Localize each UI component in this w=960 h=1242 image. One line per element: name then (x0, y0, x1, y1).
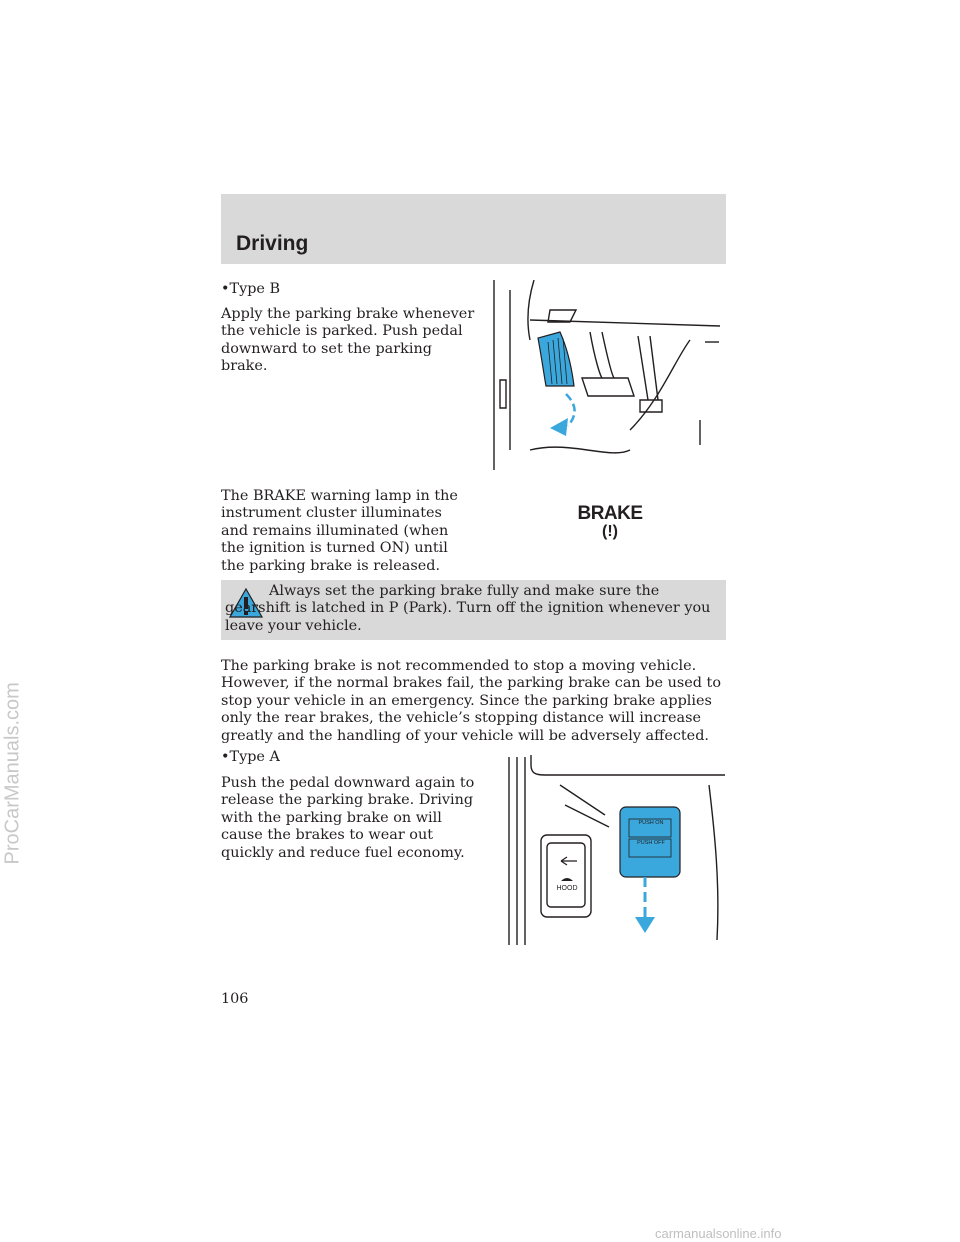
footer-watermark: carmanualsonline.info (655, 1226, 782, 1241)
warning-box (221, 580, 726, 640)
moving-vehicle-paragraph: The parking brake is not recommended to stop a moving vehicle. However, if the normal brakes fail, the parking brake can be used to stop your vehicle in an emergency. Since the parking brake applies only the rear brakes, the vehicle’s stopping distance will increase greatly and the handling of your vehicle will be adversely affected. (221, 658, 721, 744)
type-a-bullet: •Type A (221, 749, 280, 765)
brake-lamp-paragraph: The BRAKE warning lamp in the instrument cluster illuminates and remains illuminated (when the ignition is turned ON) until the parking brake is released. (221, 488, 458, 574)
section-title: Driving (236, 232, 309, 255)
brake-lamp-symbol: (!) (602, 523, 618, 540)
type-b-pedal-illustration (490, 280, 726, 470)
side-watermark: ProCarManuals.com (1, 682, 24, 865)
push-on-label: PUSH ON (638, 820, 664, 826)
warning-text: Always set the parking brake fully and make sure the gearshift is latched in P (Park). Turn off the ignition whenever you leave your vehicle. (225, 583, 711, 634)
section-header (221, 194, 726, 264)
hood-release-label: HOOD (556, 885, 578, 892)
brake-lamp-label: BRAKE (577, 503, 643, 524)
brake-warning-lamp (560, 503, 660, 541)
type-b-bullet: •Type B (221, 281, 281, 297)
page-number: 106 (221, 991, 249, 1007)
type-a-pedal-illustration (505, 755, 725, 945)
push-off-label: PUSH OFF (637, 840, 665, 846)
type-b-paragraph: Apply the parking brake whenever the vehicle is parked. Push pedal downward to set the parking brake. (221, 306, 475, 375)
type-a-paragraph: Push the pedal downward again to release the parking brake. Driving with the parking brake on will cause the brakes to wear out quickly and reduce fuel economy. (221, 775, 475, 861)
